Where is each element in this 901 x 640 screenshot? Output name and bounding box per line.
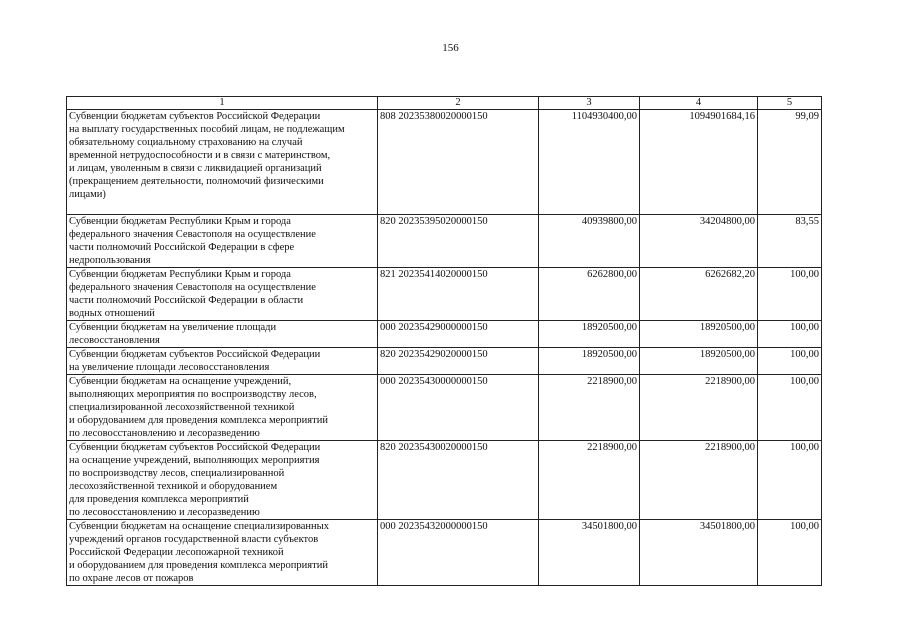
- row-percent: 100,00: [758, 321, 822, 348]
- row-code: 820 20235395020000150: [378, 215, 539, 268]
- row-plan-amount: 40939800,00: [539, 215, 640, 268]
- row-actual-amount: 34501800,00: [640, 520, 758, 586]
- header-col-2: 2: [378, 97, 539, 110]
- table-row: [67, 110, 822, 215]
- row-name: Субвенции бюджетам Республики Крым и города федерального значения Севастополя на осуществление части полномочий Российской Федерации в сфере недропользования: [67, 215, 378, 268]
- row-percent: 100,00: [758, 520, 822, 586]
- row-percent: 100,00: [758, 441, 822, 520]
- row-plan-amount: 2218900,00: [539, 441, 640, 520]
- table-row: [67, 375, 822, 441]
- header-col-5: 5: [758, 97, 822, 110]
- row-name: Субвенции бюджетам субъектов Российской Федерации на выплату государственных пособий лицам, не подлежащим обязательному социальному страхованию на случай временной нетрудоспособности и в связи с материнством, и лицам, уволенным в связи с ликвидацией организаций (прекращением деятельности, полномочий физическими лицами): [67, 110, 378, 215]
- row-code: 820 20235430020000150: [378, 441, 539, 520]
- row-percent: 100,00: [758, 348, 822, 375]
- row-name: Субвенции бюджетам на увеличение площади лесовосстановления: [67, 321, 378, 348]
- row-actual-amount: 6262682,20: [640, 268, 758, 321]
- row-code: 821 20235414020000150: [378, 268, 539, 321]
- row-name: Субвенции бюджетам субъектов Российской Федерации на оснащение учреждений, выполняющих мероприятия по воспроизводству лесов, специализированной лесохозяйственной техникой и оборудованием для проведения комплекса мероприятий по лесовосстановлению и лесоразведению: [67, 441, 378, 520]
- budget-table: [66, 96, 822, 586]
- row-plan-amount: 18920500,00: [539, 348, 640, 375]
- table-row: [67, 520, 822, 586]
- row-name: Субвенции бюджетам Республики Крым и города федерального значения Севастополя на осуществление части полномочий Российской Федерации в области водных отношений: [67, 268, 378, 321]
- row-actual-amount: 18920500,00: [640, 348, 758, 375]
- row-plan-amount: 34501800,00: [539, 520, 640, 586]
- row-percent: 99,09: [758, 110, 822, 215]
- header-col-4: 4: [640, 97, 758, 110]
- row-percent: 100,00: [758, 268, 822, 321]
- row-name: Субвенции бюджетам на оснащение учреждений, выполняющих мероприятия по воспроизводству лесов, специализированной лесохозяйственной техникой и оборудованием для проведения комплекса мероприятий по лесовосстановлению и лесоразведению: [67, 375, 378, 441]
- row-code: 000 20235429000000150: [378, 321, 539, 348]
- row-code: 808 20235380020000150: [378, 110, 539, 215]
- row-code: 820 20235429020000150: [378, 348, 539, 375]
- header-col-1: 1: [67, 97, 378, 110]
- row-actual-amount: 1094901684,16: [640, 110, 758, 215]
- table-row: [67, 215, 822, 268]
- page-number: 156: [442, 42, 459, 54]
- row-actual-amount: 34204800,00: [640, 215, 758, 268]
- row-plan-amount: 6262800,00: [539, 268, 640, 321]
- row-plan-amount: 2218900,00: [539, 375, 640, 441]
- table-row: [67, 268, 822, 321]
- row-name: Субвенции бюджетам субъектов Российской Федерации на увеличение площади лесовосстановления: [67, 348, 378, 375]
- row-name: Субвенции бюджетам на оснащение специализированных учреждений органов государственной власти субъектов Российской Федерации лесопожарной техникой и оборудованием для проведения комплекса мероприятий по охране лесов от пожаров: [67, 520, 378, 586]
- row-percent: 100,00: [758, 375, 822, 441]
- row-percent: 83,55: [758, 215, 822, 268]
- row-actual-amount: 2218900,00: [640, 441, 758, 520]
- row-actual-amount: 2218900,00: [640, 375, 758, 441]
- row-plan-amount: 18920500,00: [539, 321, 640, 348]
- header-row: [67, 97, 822, 110]
- row-actual-amount: 18920500,00: [640, 321, 758, 348]
- row-code: 000 20235432000000150: [378, 520, 539, 586]
- table-row: [67, 321, 822, 348]
- row-code: 000 20235430000000150: [378, 375, 539, 441]
- table-row: [67, 348, 822, 375]
- header-col-3: 3: [539, 97, 640, 110]
- row-plan-amount: 1104930400,00: [539, 110, 640, 215]
- table-row: [67, 441, 822, 520]
